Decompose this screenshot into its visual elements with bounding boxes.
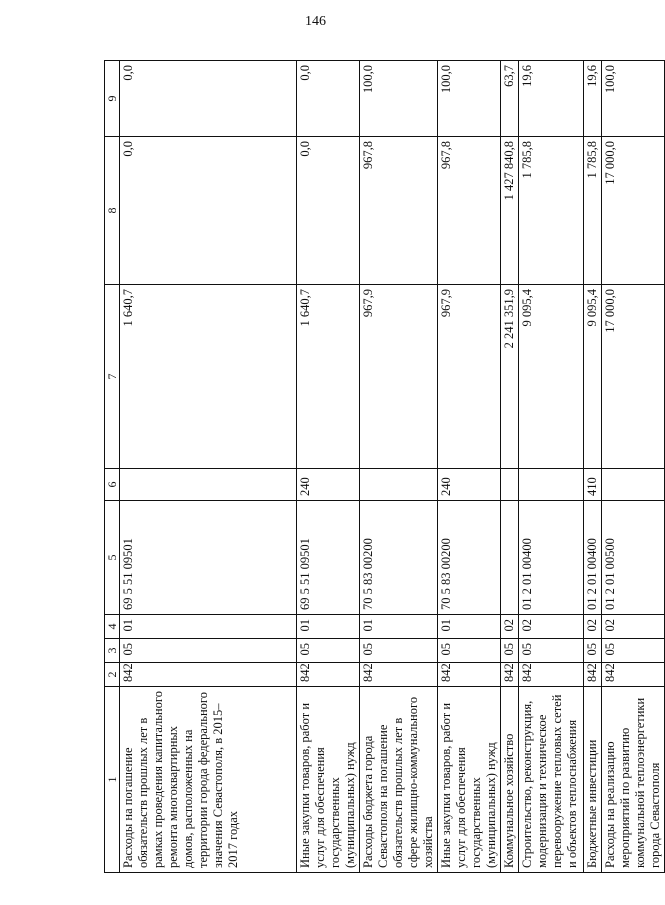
cell-executed: 0,0 bbox=[297, 137, 360, 285]
cell-executed: 967,8 bbox=[360, 137, 438, 285]
column-header: 2 bbox=[105, 663, 120, 687]
cell-admin-code: 842 bbox=[519, 663, 584, 687]
cell-target-article: 70 5 83 00200 bbox=[438, 501, 501, 615]
cell-target-article bbox=[501, 501, 519, 615]
cell-planned: 967,9 bbox=[360, 285, 438, 469]
rotated-table-wrapper bbox=[104, 61, 663, 873]
cell-expense-type bbox=[360, 469, 438, 501]
cell-admin-code: 842 bbox=[120, 663, 297, 687]
cell-planned: 9 095,4 bbox=[584, 285, 602, 469]
cell-subsection: 02 bbox=[584, 615, 602, 639]
cell-percent: 0,0 bbox=[297, 61, 360, 137]
cell-percent: 63,7 bbox=[501, 61, 519, 137]
row-name: Коммунальное хозяйство bbox=[501, 687, 519, 873]
cell-admin-code: 842 bbox=[360, 663, 438, 687]
cell-planned: 9 095,4 bbox=[519, 285, 584, 469]
table-row bbox=[584, 61, 602, 873]
row-name: Расходы на реализацию мероприятий по развитию коммунальной теплоэнергетики города Севастополя bbox=[602, 687, 665, 873]
cell-subsection: 01 bbox=[297, 615, 360, 639]
cell-section: 05 bbox=[584, 639, 602, 663]
cell-expense-type bbox=[120, 469, 297, 501]
column-header: 4 bbox=[105, 615, 120, 639]
budget-table bbox=[104, 60, 665, 873]
cell-percent: 100,0 bbox=[360, 61, 438, 137]
cell-expense-type: 240 bbox=[438, 469, 501, 501]
cell-target-article: 01 2 01 00400 bbox=[519, 501, 584, 615]
cell-executed: 1 427 840,8 bbox=[501, 137, 519, 285]
column-header: 5 bbox=[105, 501, 120, 615]
table-row bbox=[602, 61, 665, 873]
column-header: 6 bbox=[105, 469, 120, 501]
cell-admin-code: 842 bbox=[602, 663, 665, 687]
cell-expense-type bbox=[519, 469, 584, 501]
cell-section: 05 bbox=[602, 639, 665, 663]
cell-planned: 1 640,7 bbox=[120, 285, 297, 469]
cell-executed: 967,8 bbox=[438, 137, 501, 285]
cell-target-article: 01 2 01 00400 bbox=[584, 501, 602, 615]
cell-executed: 1 785,8 bbox=[584, 137, 602, 285]
cell-expense-type: 410 bbox=[584, 469, 602, 501]
cell-target-article: 70 5 83 00200 bbox=[360, 501, 438, 615]
cell-target-article: 69 5 51 09501 bbox=[297, 501, 360, 615]
cell-subsection: 01 bbox=[360, 615, 438, 639]
cell-admin-code: 842 bbox=[297, 663, 360, 687]
cell-section: 05 bbox=[120, 639, 297, 663]
cell-percent: 0,0 bbox=[120, 61, 297, 137]
cell-expense-type bbox=[501, 469, 519, 501]
cell-executed: 1 785,8 bbox=[519, 137, 584, 285]
cell-admin-code: 842 bbox=[584, 663, 602, 687]
cell-planned: 17 000,0 bbox=[602, 285, 665, 469]
cell-percent: 19,6 bbox=[519, 61, 584, 137]
row-name: Расходы бюджета города Севастополя на погашение обязательств прошлых лет в сфере жилищно-коммунального хозяйства bbox=[360, 687, 438, 873]
cell-subsection: 02 bbox=[501, 615, 519, 639]
table-header-row bbox=[105, 61, 120, 873]
row-name: Строительство, реконструкция, модернизация и техническое перевооружение тепловых сетей и объектов теплоснабжения bbox=[519, 687, 584, 873]
cell-subsection: 01 bbox=[438, 615, 501, 639]
cell-expense-type: 240 bbox=[297, 469, 360, 501]
cell-executed: 0,0 bbox=[120, 137, 297, 285]
cell-admin-code: 842 bbox=[438, 663, 501, 687]
cell-target-article: 69 5 51 09501 bbox=[120, 501, 297, 615]
table-row bbox=[360, 61, 438, 873]
cell-target-article: 01 2 01 00500 bbox=[602, 501, 665, 615]
row-name: Расходы на погашение обязательств прошлых лет в рамках проведения капитального ремонта многоквартирных домов, расположенных на территории города федерального значения Севастополя, в 2015–2017 годах bbox=[120, 687, 297, 873]
cell-section: 05 bbox=[438, 639, 501, 663]
cell-percent: 100,0 bbox=[438, 61, 501, 137]
column-header: 8 bbox=[105, 137, 120, 285]
cell-section: 05 bbox=[519, 639, 584, 663]
cell-planned: 1 640,7 bbox=[297, 285, 360, 469]
cell-expense-type bbox=[602, 469, 665, 501]
page-number: 146 bbox=[305, 14, 326, 29]
cell-subsection: 01 bbox=[120, 615, 297, 639]
row-name: Иные закупки товаров, работ и услуг для обеспечения государственных (муниципальных) нужд bbox=[438, 687, 501, 873]
cell-admin-code: 842 bbox=[501, 663, 519, 687]
cell-section: 05 bbox=[297, 639, 360, 663]
cell-section: 05 bbox=[501, 639, 519, 663]
table-row bbox=[519, 61, 584, 873]
cell-percent: 100,0 bbox=[602, 61, 665, 137]
row-name: Бюджетные инвестиции bbox=[584, 687, 602, 873]
table-row bbox=[501, 61, 519, 873]
cell-executed: 17 000,0 bbox=[602, 137, 665, 285]
row-name: Иные закупки товаров, работ и услуг для обеспечения государственных (муниципальных) нужд bbox=[297, 687, 360, 873]
cell-section: 05 bbox=[360, 639, 438, 663]
table-row bbox=[120, 61, 297, 873]
table-row bbox=[438, 61, 501, 873]
cell-subsection: 02 bbox=[519, 615, 584, 639]
cell-percent: 19,6 bbox=[584, 61, 602, 137]
table-row bbox=[297, 61, 360, 873]
column-header: 9 bbox=[105, 61, 120, 137]
cell-planned: 2 241 351,9 bbox=[501, 285, 519, 469]
cell-subsection: 02 bbox=[602, 615, 665, 639]
column-header: 7 bbox=[105, 285, 120, 469]
cell-planned: 967,9 bbox=[438, 285, 501, 469]
column-header: 3 bbox=[105, 639, 120, 663]
column-header: 1 bbox=[105, 687, 120, 873]
